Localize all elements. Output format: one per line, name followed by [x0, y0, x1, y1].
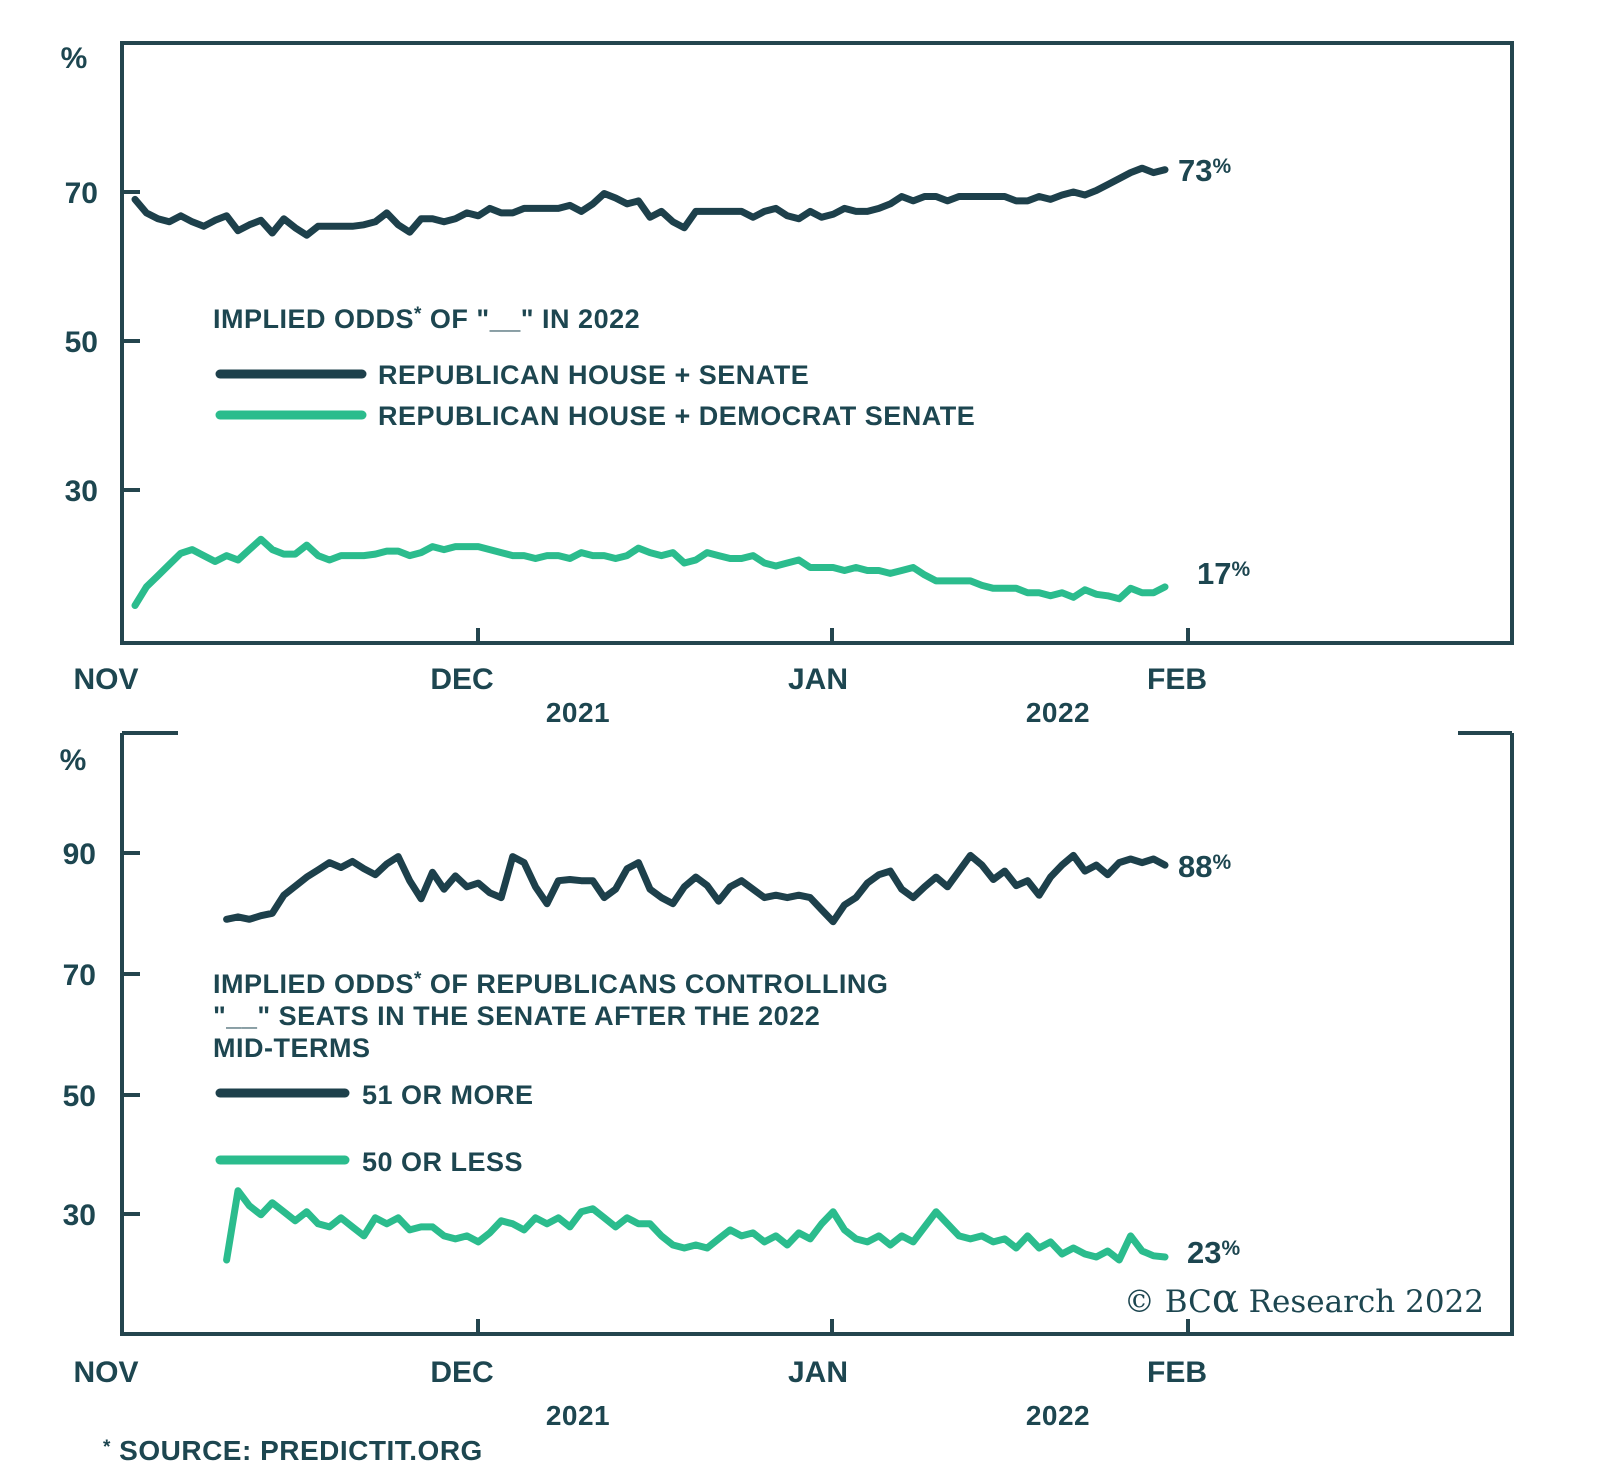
top-chart	[61, 42, 1512, 728]
bottom-ytick-label-90: 90	[62, 838, 96, 871]
top-green-end-label: 17%	[1197, 556, 1251, 591]
top-chart-title: IMPLIED ODDS* OF "__" IN 2022	[213, 304, 641, 334]
top-xtick-label-nov: NOV	[73, 663, 139, 696]
bottom-y-axis-unit: %	[59, 744, 87, 777]
bottom-ytick-label-50: 50	[62, 1080, 96, 1113]
top-year-label-2022: 2022	[1025, 697, 1091, 728]
bottom-chart-legend	[220, 1080, 534, 1177]
bottom-green-end-label: 23%	[1187, 1235, 1241, 1270]
bottom-xtick-label-dec: DEC	[430, 1356, 494, 1389]
top-dark-end-label: 73%	[1178, 153, 1232, 188]
top-xtick-label-dec: DEC	[430, 663, 494, 696]
source-footnote: * SOURCE: PREDICTIT.ORG	[103, 1435, 483, 1466]
bottom-xtick-label-jan: JAN	[787, 1356, 849, 1389]
legend-label-republican-house-senate: REPUBLICAN HOUSE + SENATE	[378, 360, 810, 390]
top-ytick-label-30: 30	[64, 475, 98, 508]
top-y-axis-unit: %	[60, 42, 88, 75]
republican-house-democrat-senate-line	[135, 539, 1165, 605]
50-or-less-line	[227, 1191, 1165, 1260]
bottom-chart-title-line2: "__" SEATS IN THE SENATE AFTER THE 2022	[213, 1001, 821, 1031]
top-year-label-2021: 2021	[545, 697, 611, 728]
bottom-year-label-2021: 2021	[545, 1400, 611, 1431]
top-xtick-label-jan: JAN	[787, 663, 849, 696]
bottom-chart-title-line3: MID-TERMS	[213, 1033, 371, 1063]
republican-house-senate-line	[135, 168, 1165, 235]
bottom-ytick-label-30: 30	[62, 1199, 96, 1232]
bca-research-copyright: © BCα Research 2022	[1123, 1276, 1484, 1322]
bottom-year-label-2022: 2022	[1025, 1400, 1091, 1431]
legend-label-republican-house-democrat-senate: REPUBLICAN HOUSE + DEMOCRAT SENATE	[378, 401, 976, 431]
top-ytick-label-70: 70	[64, 177, 98, 210]
bottom-xtick-label-nov: NOV	[73, 1356, 139, 1389]
bottom-chart	[60, 733, 1512, 1431]
top-xtick-label-feb: FEB	[1147, 663, 1207, 696]
top-ytick-label-50: 50	[64, 326, 98, 359]
bottom-chart-title-line1: IMPLIED ODDS* OF REPUBLICANS CONTROLLING	[213, 969, 889, 999]
top-chart-legend	[220, 360, 975, 431]
bottom-ytick-label-70: 70	[62, 959, 96, 992]
bottom-dark-end-label: 88%	[1178, 849, 1232, 884]
bottom-xtick-label-feb: FEB	[1147, 1356, 1207, 1389]
legend-label-51-or-more: 51 OR MORE	[362, 1080, 534, 1110]
top-chart-frame	[122, 43, 1512, 643]
legend-label-50-or-less: 50 OR LESS	[362, 1147, 524, 1177]
51-or-more-line	[227, 855, 1165, 921]
